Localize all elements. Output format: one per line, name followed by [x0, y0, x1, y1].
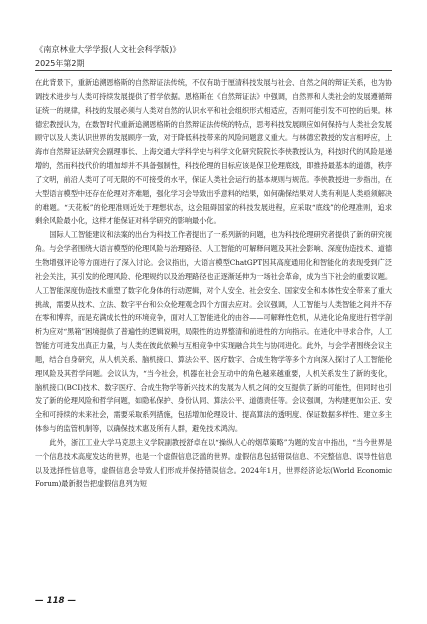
header-divider [35, 70, 392, 71]
paragraph-3: 此外，浙江工业大学马克思主义学院副教授舒卓在以“操纵人心的烟草策略”为题的发言中指出，“当今世界是一个信息技术高度发达的世界，也是一个虚假信息泛滥的世界。虚假信息包括错误信息、不完整信息、误导性信息以及选择性信息等，虚假信息会导致人们形成并保持错误信念。2024年1月，世界经济论坛(World Economic Forum)最新报告把虚假信息列为短 [35, 437, 392, 489]
journal-title: 《南京林业大学学报(人文社会科学版)》 [35, 44, 181, 54]
article-body [35, 76, 392, 491]
paragraph-1: 在此背景下，重新追溯恩格斯的自然辩证法传统，不仅有助于厘清科技发展与社会、自然之间的辩证关系，也为协调技术进步与人类可持续发展提供了哲学依据。恩格斯在《自然辩证法》中强调，自然界和人类社会的发展遵循辩证统一的规律，科技的发展必须与人类对自然的认识水平和社会组织形式相适应，否则可能引发不可控的后果。林德宏教授认为，在数智时代重新追溯恩格斯的自然辩证法传统的特点，思考科技发展顾应如何保持与人类社会发展顾守以及人类认识世界的发展顾序一致，对于降低科技带来的风险问题意义重大。与林德宏教授的发言相呼应，上海市自然辩证法研究会副理事长、上海交通大学科学史与科学文化研究院院长李侠教授认为，科技时代的风险是递增的，然而科技代价的增加却并不具备强制性，科技伦理的目标应该是保卫伦理底线，即推持最基本的道德，秩序了文明，前沿人类可了可无限的不可接受的水平，保证人类社会运行的基本规则与规范。李侠教授进一步指出，在大型语言模型中还存在伦理对齐难题，强化学习会导致出乎意料的结果，如何确保结果对人类有利是人类亟须解决的难题。“天花板”的伦理准则近处于理想状态，这会阻碍国家的科技发展进程，应采取“底线”的伦理准则，追求剩余风险最小化，这样才能保证对科学研究的影响最小化。 [35, 78, 392, 226]
paragraph-2: 国际人工智能建议和法案的出台为科技工作者提出了一系列新的问题，也为科技伦理研究者提供了新的研究视角。与会学者围绕大语言模型的伦理风险与治理路径、人工智能的可解释问题及其社会影响、深度伪造技术、道德生物增强评论等方面进行了深入讨论。会议指出，大语言模型ChatGPT因其高度通用化和智能化的表现受到广泛社会关注，其引发的伦理风险、伦理规约以及治理路径也正逐渐延伸为一场社会革命，成为当下社会的重要议题。人工智能深度伪造技术重塑了数字化身体的行动逻辑，对个人安全、社会安全、国家安全和本体性安全带来了重大挑战，需要从技术、立法、数字平台和公众伦理观念四个方面去应对。会议强调，人工智能与人类智能之间并不存在零和博弈，而是充满成长性的环境竞争，面对人工智能进化的由谷——可解释性危机，从进化论角度进行哲学剖析为应对“黑箱”困境提供了普遍性的逻辑说明，局限性的边界整清和前进性的方向指示。在进化中寻求合作，人工智能方可进发出真正力量，与人类在彼此依赖与互相竞争中实现融合共生与协同进化。此外，与会学者围绕会议主题，结合自身研究，从人机关系、脑机接口、算法公平、医疗数字、合成生物学等多个方向深入探讨了人工智能伦理风险及其哲学问题。会议认为，“当今社会，机器在社会互动中的角色越来越重要，人机关系发生了新的变化，脑机接口(BCI)技术、数字医疗、合成生物学等新兴技术的发展为人机之间的交互提供了新的可能性，但同时也引发了新的伦理风险和哲学问题，如隐私保护、身份认同、算法公平、道德责任等。会议强调，为构建更加公正、安全和可持续的未来社会，需要采取系列措施，包括增加伦理设计、提高算法的透明度、保证数据多样性、建立多主体参与的监管机制等，以确保技术惠及所有人群，避免技术鸿沟。 [35, 230, 392, 434]
page-number: — 118 — [35, 596, 77, 606]
issue-label: 2025年第2期 [35, 59, 85, 68]
